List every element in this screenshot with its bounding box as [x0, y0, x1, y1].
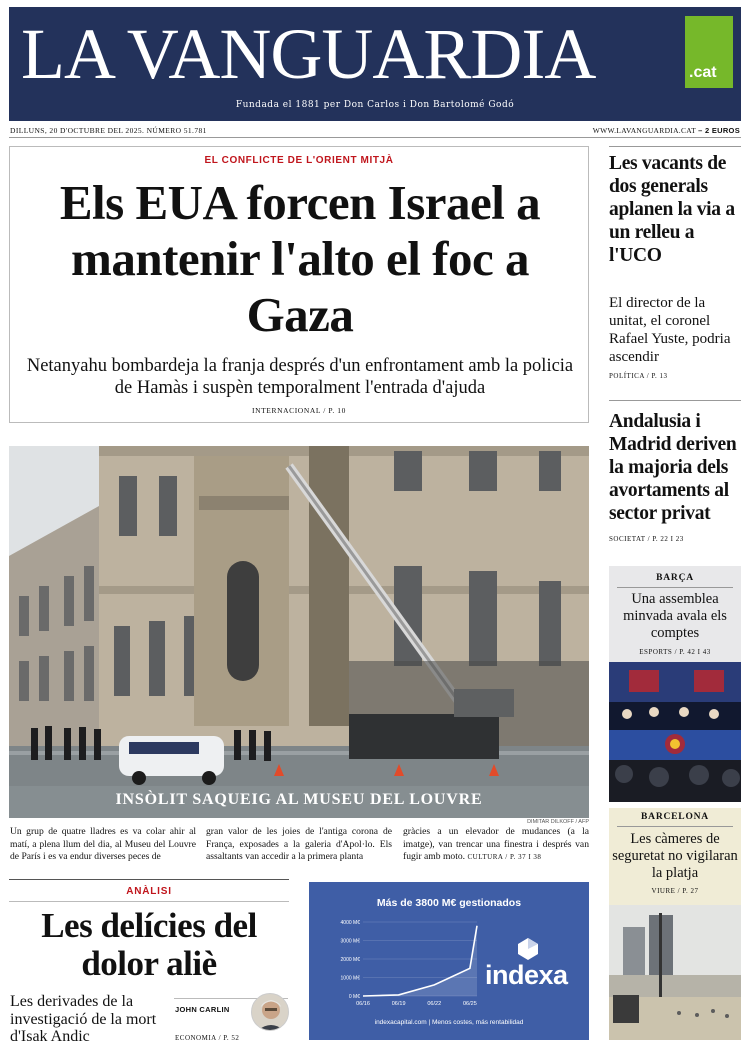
- barca-rule: [617, 587, 733, 588]
- barca-assembly-photo: [609, 662, 741, 802]
- founded-line: Fundada el 1881 per Don Carlos i Don Bartolomé Godó: [235, 100, 515, 110]
- dateline: DILLUNS, 20 D'OCTUBRE DEL 2025. NÚMERO 51.781: [10, 126, 207, 135]
- author-portrait-icon: [252, 994, 289, 1031]
- chart-y-ticks: [341, 920, 361, 1000]
- website-url[interactable]: WWW.LAVANGUARDIA.CAT: [592, 126, 696, 135]
- right-column-rule-2: [609, 400, 741, 401]
- chart-y-tick-label: 0 M€: [348, 994, 360, 1000]
- chart-x-ticks: [356, 1001, 477, 1007]
- photo-title[interactable]: INSÒLIT SAQUEIG AL MUSEU DEL LOUVRE: [115, 791, 483, 808]
- cat-badge-label: .cat: [689, 64, 717, 81]
- uco-headline[interactable]: Les vacants de dos generals aplanen la via a un relleu a l'UCO: [609, 153, 735, 266]
- chart-area: [363, 926, 477, 996]
- barca-headline[interactable]: Una assemblea minvada avala els comptes: [623, 591, 727, 641]
- chart-x-tick-label: 06/16: [356, 1001, 370, 1007]
- photo-caption-col3: [403, 826, 589, 864]
- analysis-section-ref: ECONOMIA / P. 52: [175, 1034, 240, 1042]
- lead-deck: Netanyahu bombardeja la franja després d'un enfrontament amb la policia de Hamàs i suspèn temporalment l'entrada d'ajuda: [26, 356, 574, 398]
- photo-caption-col2: gran valor de les joies de l'antiga corona de França, exposades a la galeria d'Apol·lo. Els assaltants van accedir a la primera planta: [206, 826, 392, 863]
- barcelona-rule: [617, 826, 733, 827]
- barcelona-headline[interactable]: Les càmeres de seguretat no vigilaran la platja: [612, 831, 738, 881]
- website-price: [593, 126, 740, 135]
- analysis-kicker: ANÀLISI: [126, 886, 172, 897]
- author-name: JOHN CARLIN: [175, 1005, 230, 1014]
- price: – 2 EUROS: [698, 126, 740, 135]
- analysis-rule: [9, 901, 289, 902]
- chart-y-tick-label: 3000 M€: [340, 938, 360, 945]
- ad-brand[interactable]: indexa: [485, 960, 568, 990]
- indexa-ad[interactable]: [309, 882, 589, 1040]
- analysis-deck: Les derivades de la investigació de la mort d'Isak Andic: [10, 993, 157, 1045]
- chart-y-tick-label: 2000 M€: [340, 957, 360, 963]
- barcelona-teaser[interactable]: [609, 808, 741, 1040]
- newspaper-logo[interactable]: LA VANGUARDIA: [21, 14, 596, 94]
- analysis-headline[interactable]: Les delícies del dolor aliè: [41, 906, 257, 983]
- louvre-illustration: [9, 446, 589, 818]
- abortion-headline[interactable]: Andalusia i Madrid deriven la majoria dels avortaments al sector privat: [609, 411, 737, 524]
- photo-caption-col3-text: gràcies a un elevador de mudances (a la imatge), van trencar una finestra i després van fugir amb moto.: [403, 826, 589, 863]
- right-column-rule: [609, 146, 741, 147]
- barca-teaser[interactable]: [609, 566, 741, 802]
- lead-section-ref: INTERNACIONAL / P. 10: [252, 406, 346, 415]
- barcelona-section-ref: VIURE / P. 27: [651, 887, 699, 895]
- ad-chart: [327, 916, 485, 1016]
- chart-x-tick-label: 06/19: [391, 1001, 406, 1007]
- analysis-rule-top: [9, 879, 289, 880]
- masthead: [9, 7, 741, 121]
- photo-caption-col1: Un grup de quatre lladres es va colar ahir al matí, a plena llum del dia, al Museu del Louvre de París i es va endur diverses peces de: [10, 826, 196, 863]
- uco-section-ref: POLÍTICA / P. 13: [609, 372, 668, 380]
- photo-credit: DIMITAR DILKOFF / AFP: [527, 819, 589, 825]
- cat-badge: [685, 16, 733, 88]
- barca-section-ref: ESPORTS / P. 42 I 43: [639, 648, 711, 656]
- barca-label: BARÇA: [656, 573, 694, 583]
- ad-title: Más de 3800 M€ gestionados: [376, 897, 522, 909]
- chart-y-tick-label: 1000 M€: [340, 975, 360, 982]
- photo-section-ref: CULTURA / P. 37 I 38: [467, 853, 542, 862]
- author-avatar: [251, 993, 289, 1031]
- barcelona-beach-photo: [609, 905, 741, 1040]
- abortion-section-ref: SOCIETAT / P. 22 I 23: [609, 535, 684, 543]
- louvre-photo[interactable]: [9, 446, 589, 818]
- top-rule: [9, 137, 741, 138]
- lead-headline[interactable]: Els EUA forcen Israel a mantenir l'alto el foc a Gaza: [59, 175, 541, 342]
- chart-x-tick-label: 06/22: [427, 1001, 442, 1007]
- barcelona-label: BARCELONA: [641, 812, 709, 822]
- chart-y-tick-label: 4000 M€: [340, 920, 360, 926]
- indexa-logo-icon: [517, 938, 539, 960]
- chart-x-tick-label: 06/25: [462, 1001, 477, 1007]
- lead-story[interactable]: [9, 146, 589, 423]
- lead-kicker: EL CONFLICTE DE L'ORIENT MITJÀ: [204, 155, 394, 166]
- ad-footer: indexacapital.com | Menos costes, más rentabilidad: [374, 1019, 524, 1026]
- uco-deck: El director de la unitat, el coronel Rafael Yuste, podria ascendir: [609, 295, 731, 365]
